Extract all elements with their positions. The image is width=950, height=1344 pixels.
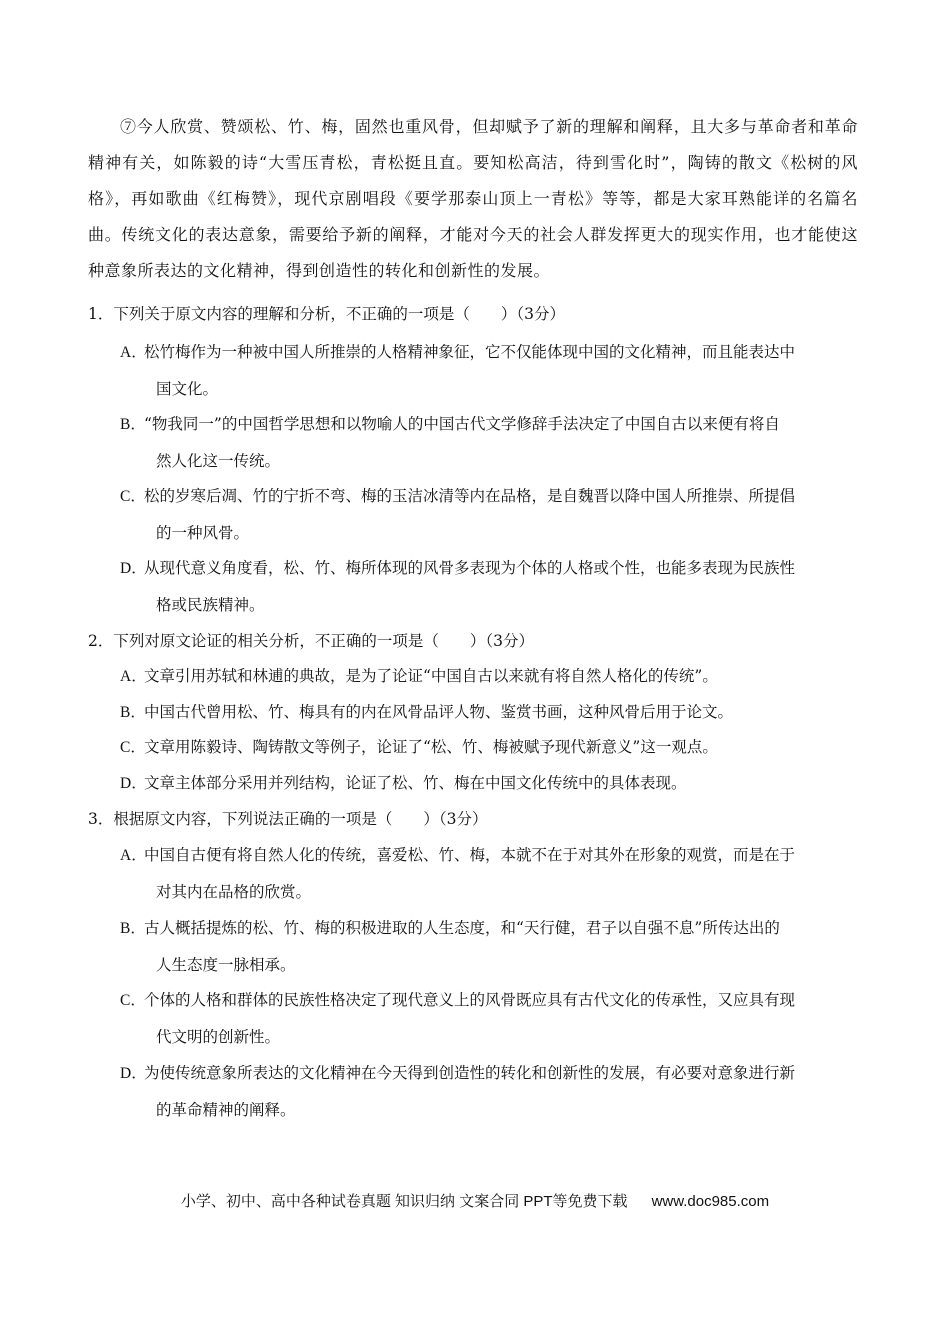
question-3-option-b: [120, 910, 860, 984]
question-3-stem: 3．根据原文内容，下列说法正确的一项是（ ）（3分）: [88, 810, 488, 828]
question-1-option-d: [120, 550, 860, 624]
question-1-option-c: [120, 478, 860, 552]
option-letter: D．: [120, 775, 147, 792]
question-1-option-b: [120, 406, 860, 480]
question-2-option-d: [120, 765, 860, 802]
option-text-cont: 格或民族精神。: [156, 596, 265, 614]
option-text: 为使传统意象所表达的文化精神在今天得到创造性的转化和创新性的发展，有必要对意象进行新: [144, 1064, 796, 1082]
option-text-cont: 然人化这一传统。: [156, 452, 281, 470]
footer-text: 小学、初中、高中各种试卷真题 知识归纳 文案合同 PPT等免费下载: [180, 1193, 628, 1210]
question-2-option-b: [120, 694, 860, 731]
question-2-stem: 2．下列对原文论证的相关分析，不正确的一项是（ ）（3分）: [88, 632, 534, 650]
option-letter: B．: [120, 920, 146, 937]
option-letter: B．: [120, 704, 146, 721]
option-letter: C．: [120, 739, 146, 756]
option-text-cont: 代文明的创新性。: [156, 1028, 281, 1046]
option-text-cont: 对其内在品格的欣赏。: [156, 883, 312, 901]
option-text: 文章主体部分采用并列结构，论证了松、竹、梅在中国文化传统中的具体表现。: [144, 774, 687, 792]
option-text-cont: 人生态度一脉相承。: [156, 956, 296, 974]
question-3-option-c: [120, 982, 860, 1056]
question-2-option-a: [120, 658, 860, 695]
option-letter: C．: [120, 488, 146, 505]
option-letter: C．: [120, 992, 146, 1009]
page-footer: [0, 1190, 950, 1211]
option-letter: D．: [120, 1065, 147, 1082]
question-3-option-a: [120, 837, 860, 911]
option-letter: A．: [120, 847, 147, 864]
option-text: 中国自古便有将自然人化的传统，喜爱松、竹、梅，本就不在于对其外在形象的观赏，而是在于: [144, 846, 796, 864]
option-text: 中国古代曾用松、竹、梅具有的内在风骨品评人物、鉴赏书画，这种风骨后用于论文。: [144, 703, 734, 721]
passage-paragraph: ⑦今人欣赏、赞颂松、竹、梅，固然也重风骨，但却赋予了新的理解和阐释，且大多与革命者和革命精神有关，如陈毅的诗“大雪压青松，青松挺且直。要知松高洁，待到雪化时”，陶铸的散文《松树的风格》，再如歌曲《红梅赞》，现代京剧唱段《要学那泰山顶上一青松》等等，都是大家耳熟能详的名篇名曲。传统文化的表达意象，需要给予新的阐释，才能对今天的社会人群发挥更大的现实作用，也才能使这种意象所表达的文化精神，得到创造性的转化和创新性的发展。: [88, 117, 858, 280]
option-letter: D．: [120, 560, 147, 577]
option-text: 个体的人格和群体的民族性格决定了现代意义上的风骨既应具有古代文化的传承性，又应具有现: [144, 991, 796, 1009]
option-text: 文章引用苏轼和林逋的典故，是为了论证“中国自古以来就有将自然人格化的传统”。: [144, 667, 718, 685]
option-text: 松的岁寒后凋、竹的宁折不弯、梅的玉洁冰清等内在品格，是自魏晋以降中国人所推崇、所提倡: [144, 487, 796, 505]
question-3-option-d: [120, 1055, 860, 1129]
question-1-stem: 1．下列关于原文内容的理解和分析，不正确的一项是（ ）（3分）: [88, 305, 565, 323]
option-text: “物我同一”的中国哲学思想和以物喻人的中国古代文学修辞手法决定了中国自古以来便有将自: [144, 415, 780, 433]
option-letter: A．: [120, 344, 147, 361]
footer-link[interactable]: www.doc985.com: [651, 1193, 770, 1210]
option-text-cont: 的一种风骨。: [156, 524, 250, 542]
option-text: 从现代意义角度看，松、竹、梅所体现的风骨多表现为个体的人格或个性，也能多表现为民族性: [144, 559, 796, 577]
option-letter: B．: [120, 416, 146, 433]
question-1-option-a: [120, 334, 860, 408]
option-text: 文章用陈毅诗、陶铸散文等例子，论证了“松、竹、梅被赋予现代新意义”这一观点。: [144, 738, 718, 756]
option-letter: A．: [120, 668, 147, 685]
option-text-cont: 国文化。: [156, 380, 219, 398]
question-2-option-c: [120, 729, 860, 766]
option-text: 古人概括提炼的松、竹、梅的积极进取的人生态度，和“天行健，君子以自强不息”所传达出的: [144, 919, 780, 937]
option-text-cont: 的革命精神的阐释。: [156, 1101, 296, 1119]
option-text: 松竹梅作为一种被中国人所推崇的人格精神象征，它不仅能体现中国的文化精神，而且能表达中: [144, 343, 796, 361]
